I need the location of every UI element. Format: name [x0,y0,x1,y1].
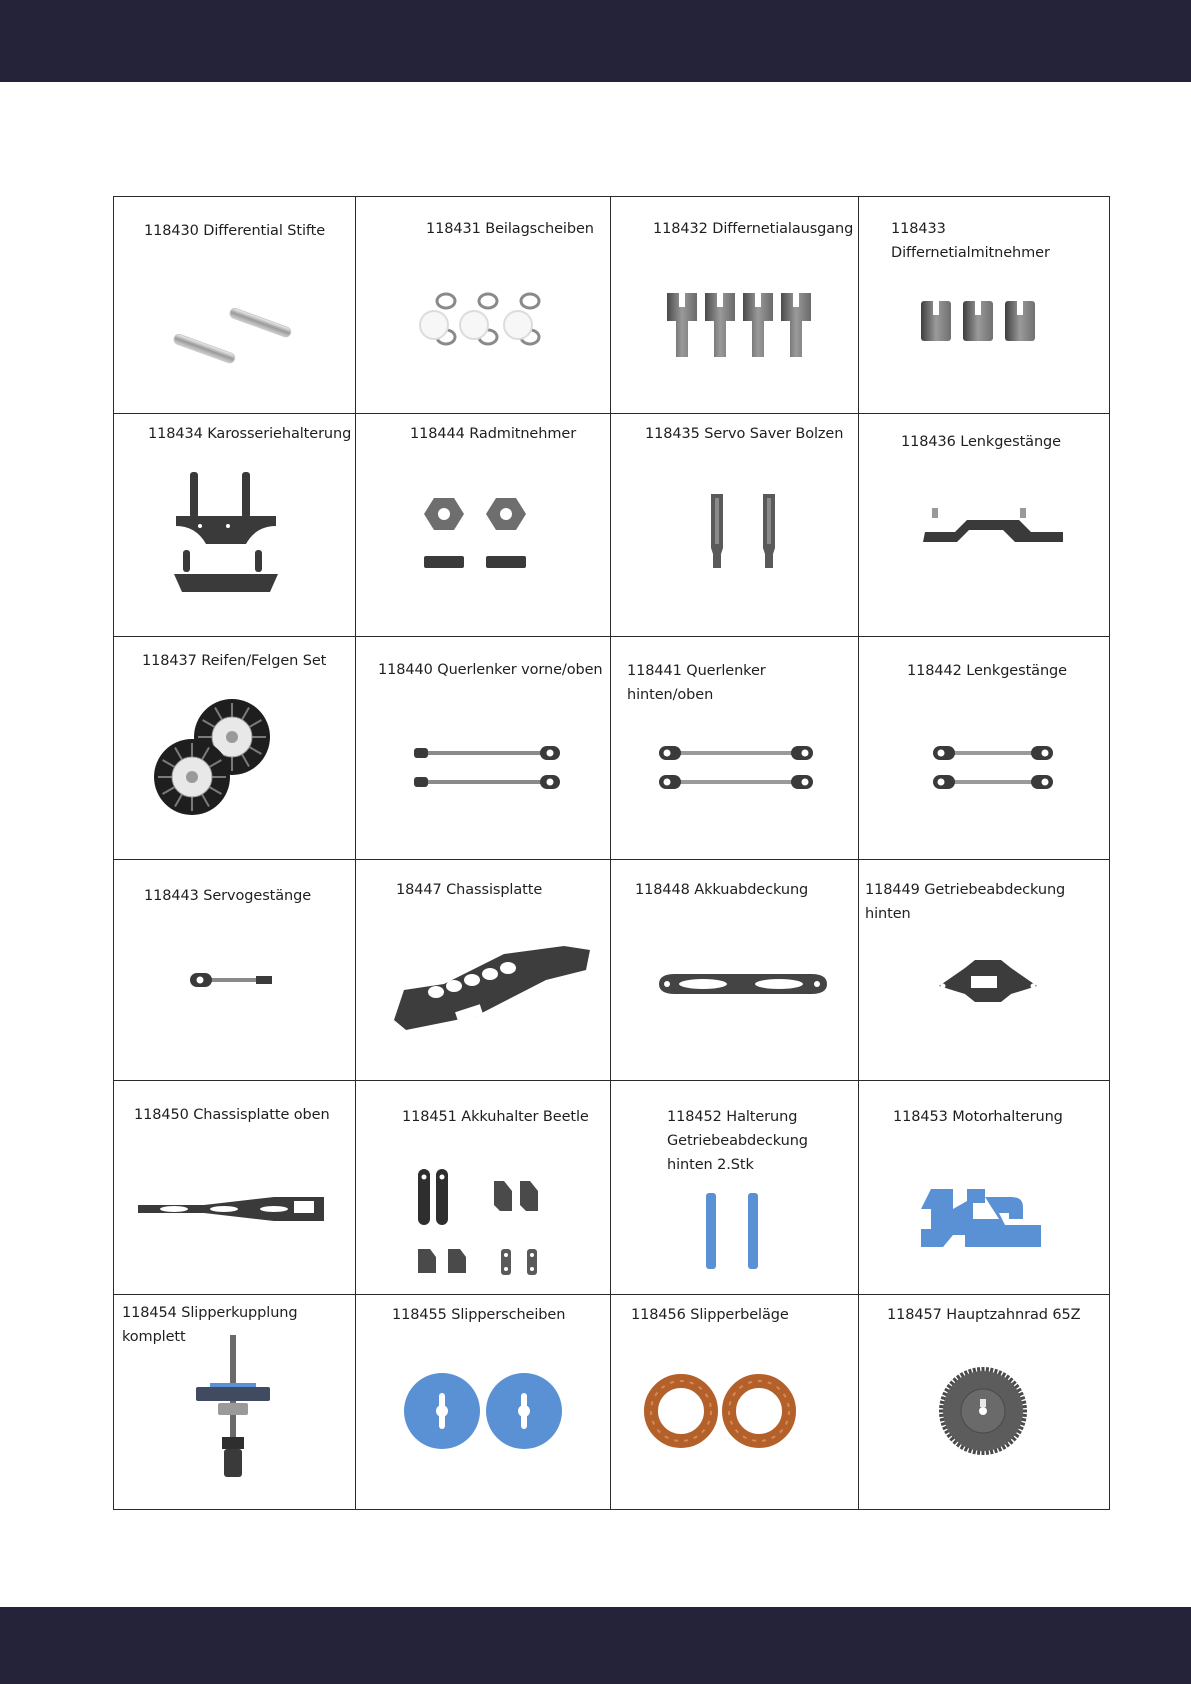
part-cell [113,1080,357,1296]
part-label: 118453 Motorhalterung [893,1109,1063,1125]
top-plate-icon [114,1081,356,1295]
slipper-pads-icon [611,1295,859,1509]
part-cell [113,196,357,415]
part-label: 18447 Chassisplatte [396,882,543,898]
chassis-plate-icon [356,860,611,1081]
washers-icon [356,197,611,414]
part-label: 118437 Reifen/Felgen Set [142,653,327,669]
part-cell [858,1294,1110,1510]
part-cell [355,1294,612,1510]
part-label: 118444 Radmitnehmer [410,426,577,442]
part-cell [355,636,612,861]
part-cell [355,1080,612,1296]
battery-holders-icon [356,1081,611,1295]
slipper-clutch-icon [114,1295,356,1509]
part-label: 118440 Querlenker vorne/oben [378,662,603,678]
part-label: 118436 Lenkgestänge [901,434,1061,450]
part-label: 118457 Hauptzahnrad 65Z [887,1307,1081,1323]
pins-icon [114,197,356,414]
part-label: 118452 Halterung Getriebeabdeckung hinten 2.Stk [667,1109,808,1173]
body-mounts-icon [114,414,356,637]
servo-posts-icon [611,414,859,637]
diff-drives-icon [859,197,1109,414]
parts-grid [113,196,1108,1508]
battery-cover-icon [611,860,859,1081]
part-label: 118456 Slipperbeläge [631,1307,789,1323]
part-cell [610,413,860,638]
part-cell [858,859,1110,1082]
part-label: 118441 Querlenker hinten/oben [627,663,766,703]
part-label: 118435 Servo Saver Bolzen [645,426,844,442]
part-cell [610,859,860,1082]
part-cell [610,636,860,861]
part-label: 118434 Karosseriehalterung [148,426,352,442]
part-cell [858,636,1110,861]
part-label: 118455 Slipperscheiben [392,1307,566,1323]
part-cell [355,859,612,1082]
servo-link-icon [114,860,356,1081]
tie-rods-icon [859,637,1109,860]
front-links-icon [356,637,611,860]
footer-band [0,1607,1191,1684]
part-cell [113,859,357,1082]
part-cell [355,196,612,415]
part-label: 118433 Differnetialmitnehmer [891,221,1050,261]
part-label: 118449 Getriebeabdeckung hinten [865,882,1066,922]
diff-outputs-icon [611,197,859,414]
part-cell [858,196,1110,415]
motor-mount-icon [859,1081,1109,1295]
spur-gear-icon [859,1295,1109,1509]
part-label: 118448 Akkuabdeckung [635,882,809,898]
part-cell [610,1080,860,1296]
part-cell [355,413,612,638]
part-cell [858,413,1110,638]
part-cell [610,1294,860,1510]
part-label: 118432 Differnetialausgang [653,221,854,237]
gear-cover-icon [859,860,1109,1081]
wheel-hexes-icon [356,414,611,637]
part-label: 118431 Beilagscheiben [426,221,594,237]
part-label: 118454 Slipperkupplung komplett [122,1305,298,1345]
slipper-plates-icon [356,1295,611,1509]
part-cell [113,413,357,638]
header-band [0,0,1191,82]
part-label: 118450 Chassisplatte oben [134,1107,330,1123]
part-cell [113,1294,357,1510]
part-cell [610,196,860,415]
rear-links-icon [611,637,859,860]
steering-link-icon [859,414,1109,637]
part-label: 118442 Lenkgestänge [907,663,1067,679]
part-label: 118430 Differential Stifte [144,223,326,239]
part-label: 118451 Akkuhalter Beetle [402,1109,589,1125]
posts-blue-icon [611,1081,859,1295]
wheels-icon [114,637,356,860]
part-label: 118443 Servogestänge [144,888,312,904]
part-cell [113,636,357,861]
part-cell [858,1080,1110,1296]
